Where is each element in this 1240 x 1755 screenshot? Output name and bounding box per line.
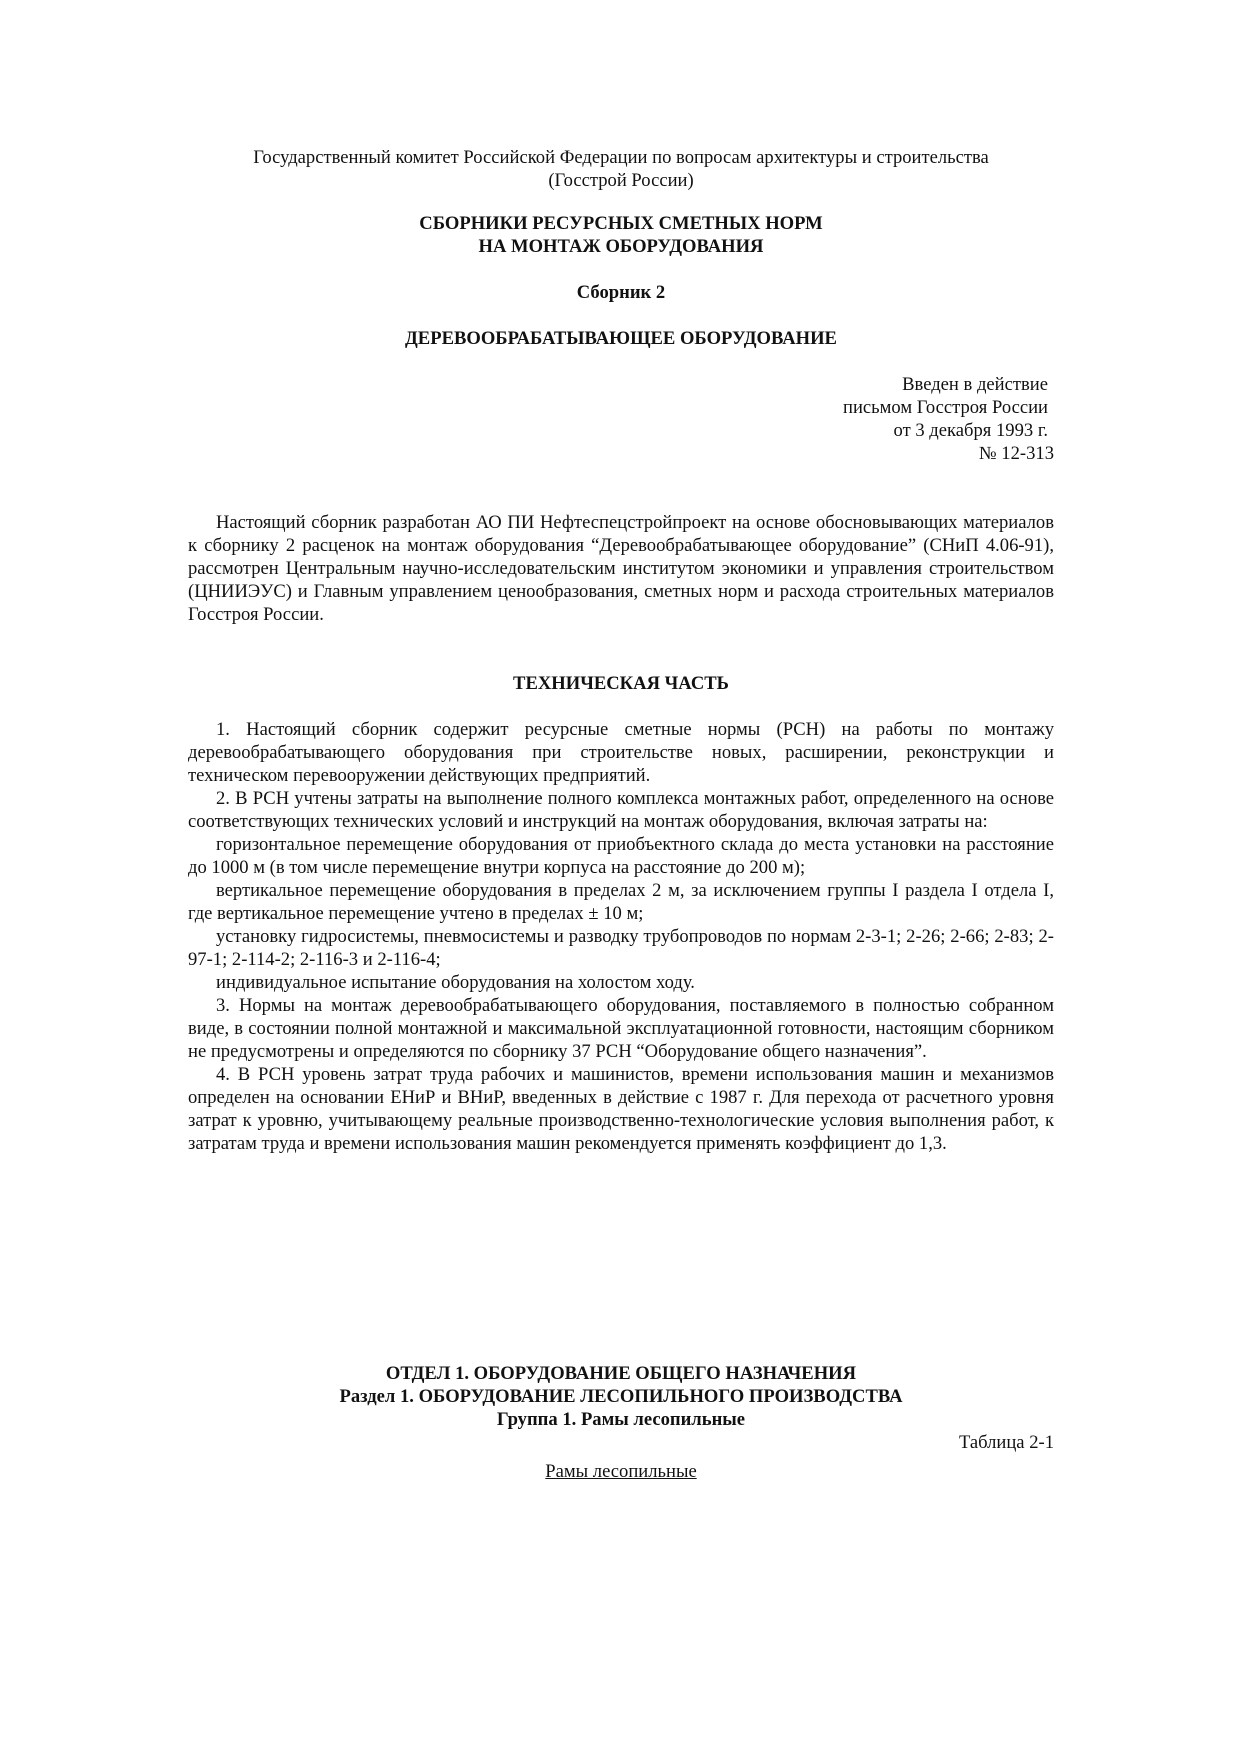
intro-paragraph: Настоящий сборник разработан АО ПИ Нефтеспецстройпроект на основе обосновывающих материалов к сборнику 2 расценок на монтаж оборудования “Деревообрабатывающее оборудование” (СНиП 4.06-91), рассмотрен Центральным научно-исследовательским институтом экономики и управления строительством (ЦНИИЭУС) и Главным управлением ценообразования, сметных норм и расхода строительных материалов Госстроя России. xyxy=(188,512,1054,625)
technical-paragraph-3: 3. Нормы на монтаж деревообрабатывающего оборудования, поставляемого в полностью собранном виде, в состоянии полной монтажной и максимальной эксплуатационной готовности, настоящим сборником не предусмотрены и определяются по сборнику 37 РСН “Оборудование общего назначения”. xyxy=(188,995,1054,1062)
organization-header xyxy=(188,146,1054,192)
technical-item-vertical: вертикальное перемещение оборудования в пределах 2 м, за исключением группы I раздела I отдела I, где вертикальное перемещение учтено в пределах ± 10 м; xyxy=(188,880,1054,924)
technical-item-hydraulics: установку гидросистемы, пневмосистемы и разводку трубопроводов по нормам 2-3-1; 2-26; 2-66; 2-83; 2-97-1; 2-114-2; 2-116-3 и 2-116-4; xyxy=(188,926,1054,970)
enactment-line2: письмом Госстроя России xyxy=(843,397,1048,418)
document-title xyxy=(188,212,1054,258)
collection-subject: ДЕРЕВООБРАБАТЫВАЮЩЕЕ ОБОРУДОВАНИЕ xyxy=(405,328,837,349)
technical-part-body xyxy=(188,718,1054,1155)
document-title-line2: НА МОНТАЖ ОБОРУДОВАНИЯ xyxy=(478,236,764,257)
organization-name: Государственный комитет Российской Федерации по вопросам архитектуры и строительства xyxy=(253,147,989,168)
technical-item-testing: индивидуальное испытание оборудования на холостом ходу. xyxy=(216,972,695,993)
division-title: ОТДЕЛ 1. ОБОРУДОВАНИЕ ОБЩЕГО НАЗНАЧЕНИЯ xyxy=(385,1363,857,1384)
technical-paragraph-1: 1. Настоящий сборник содержит ресурсные сметные нормы (РСН) на работы по монтажу деревообрабатывающего оборудования при строительстве новых, расширении, реконструкции и техническом перевооружении действующих предприятий. xyxy=(188,719,1054,786)
division-heading xyxy=(188,1362,1054,1431)
enactment-stamp xyxy=(188,373,1054,465)
collection-number: Сборник 2 xyxy=(576,282,666,303)
technical-paragraph-2: 2. В РСН учтены затраты на выполнение полного комплекса монтажных работ, определенного на основе соответствующих технических условий и инструкций на монтаж оборудования, включая затраты на: xyxy=(188,788,1054,832)
technical-item-horizontal: горизонтальное перемещение оборудования от приобъектного склада до места установки на расстояние до 1000 м (в том числе перемещение внутри корпуса на расстояние до 200 м); xyxy=(188,834,1054,878)
table-caption-wrapper xyxy=(188,1460,1054,1483)
section-title: Раздел 1. ОБОРУДОВАНИЕ ЛЕСОПИЛЬНОГО ПРОИЗВОДСТВА xyxy=(339,1386,903,1407)
document-content xyxy=(188,146,1054,1483)
technical-paragraph-4: 4. В РСН уровень затрат труда рабочих и машинистов, времени использования машин и механизмов определен на основании ЕНиР и ВНиР, введенных в действие с 1987 г. Для перехода от расчетного уровня затрат к уровню, учитывающему реальные производственно-технологические условия выполнения работ, к затратам труда и времени использования машин рекомендуется применять коэффициент до 1,3. xyxy=(188,1064,1054,1154)
technical-part-heading: ТЕХНИЧЕСКАЯ ЧАСТЬ xyxy=(513,673,729,694)
organization-abbreviation: (Госстрой России) xyxy=(548,170,694,191)
document-title-line1: СБОРНИКИ РЕСУРСНЫХ СМЕТНЫХ НОРМ xyxy=(419,213,823,234)
enactment-line4: № 12-313 xyxy=(978,443,1054,464)
group-title: Группа 1. Рамы лесопильные xyxy=(496,1409,746,1430)
table-number: Таблица 2-1 xyxy=(958,1432,1054,1453)
enactment-line1: Введен в действие xyxy=(902,374,1048,395)
table-caption: Рамы лесопильные xyxy=(545,1461,697,1482)
enactment-line3: от 3 декабря 1993 г. xyxy=(893,420,1048,441)
